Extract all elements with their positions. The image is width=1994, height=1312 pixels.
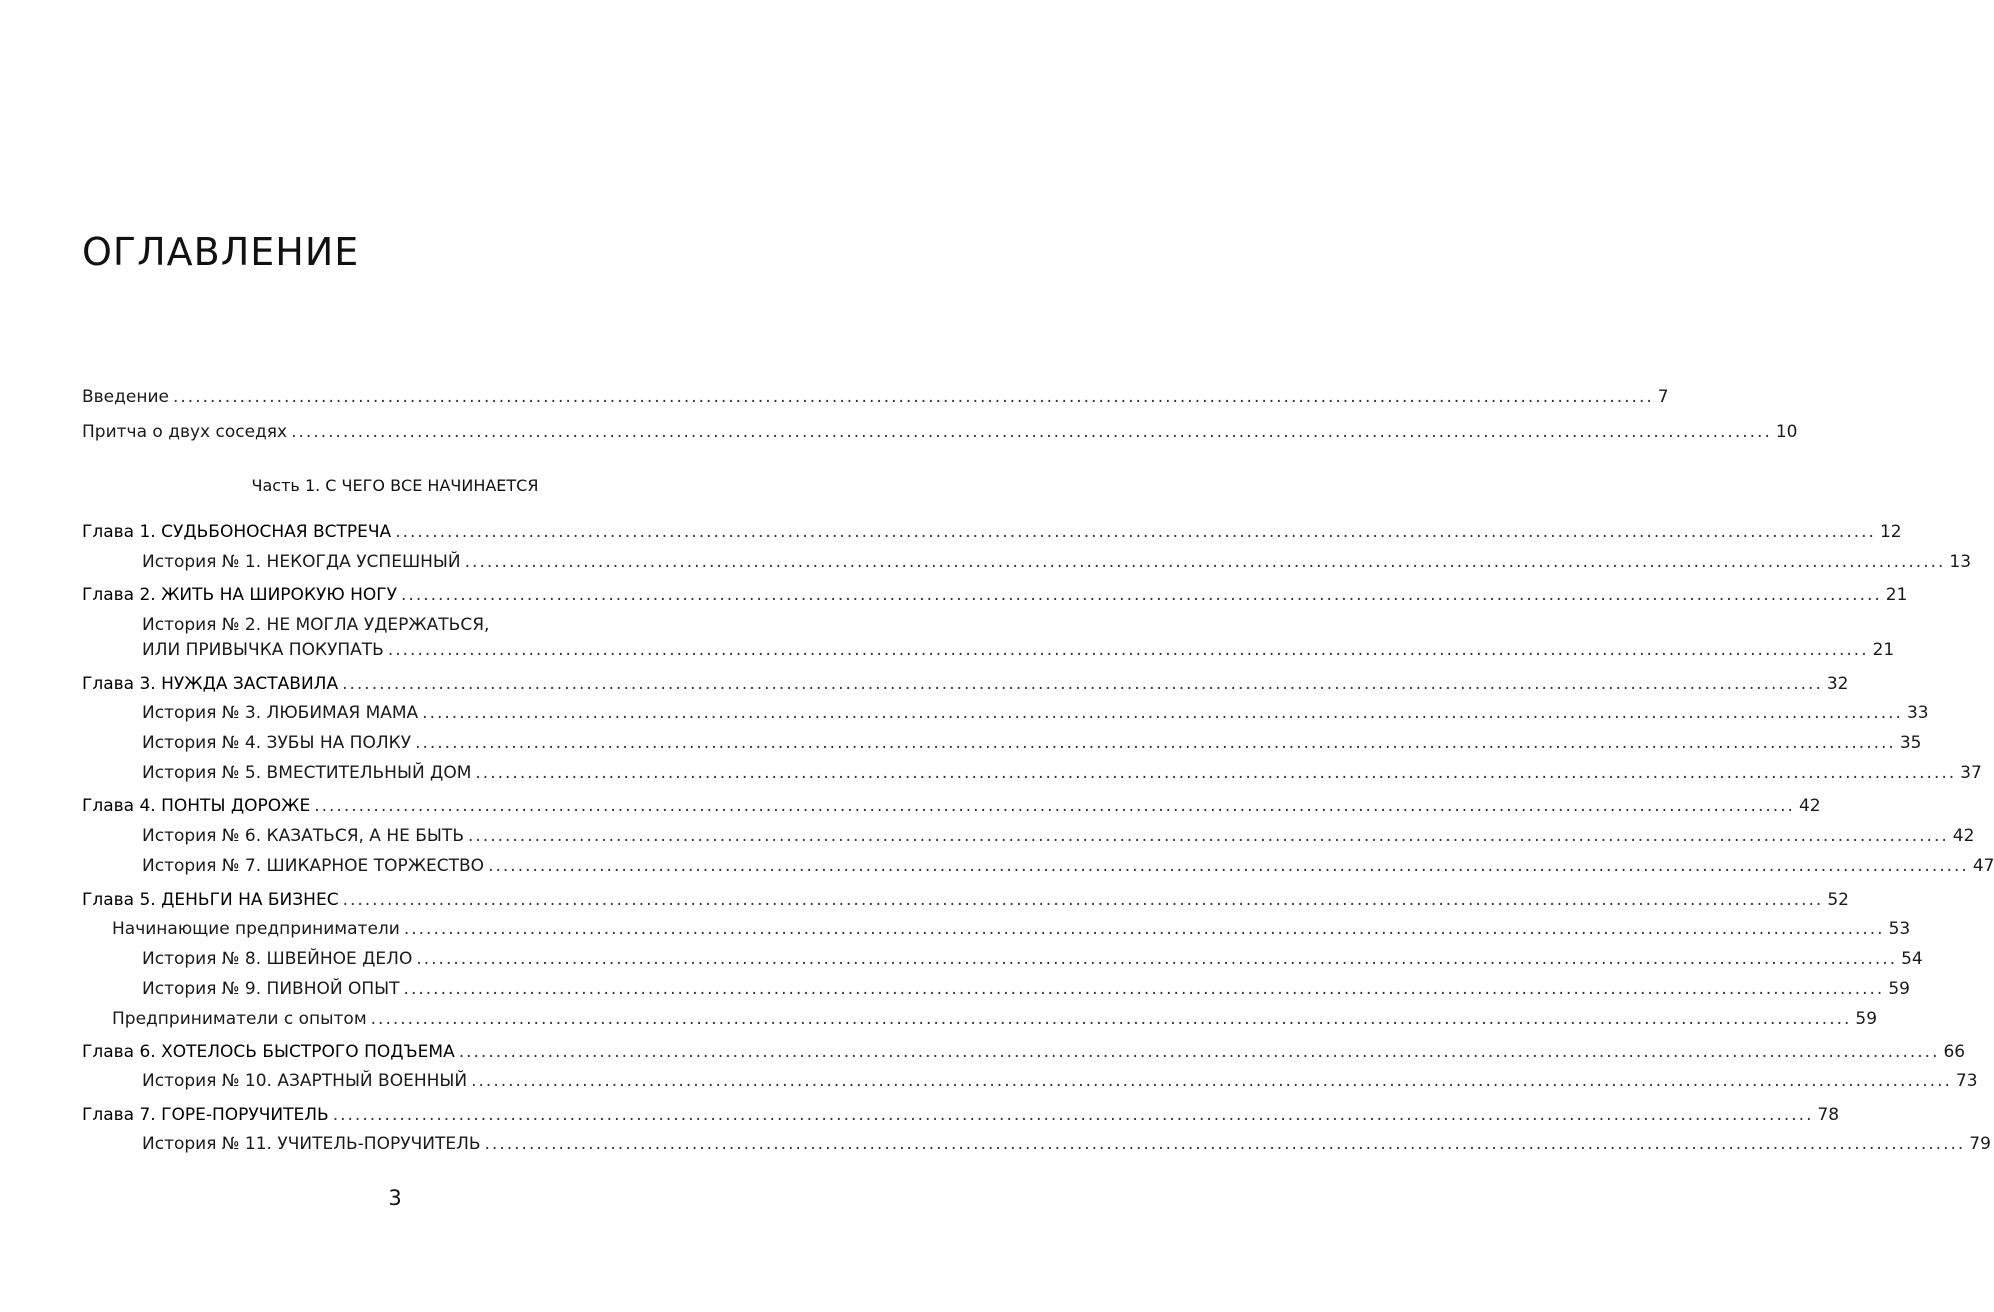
leader-dots: ........................................................................................................................................................................................................ [387, 640, 1869, 660]
leader-dots: ........................................................................................................................................................................................................ [458, 1042, 1940, 1062]
toc-entry-label: Притча о двух соседях [82, 422, 288, 442]
toc-entry-page: 10 [1775, 422, 1798, 442]
toc-story[interactable] [142, 825, 1975, 847]
toc-story[interactable] [142, 762, 1982, 784]
toc-entry-page: 21 [1885, 585, 1908, 605]
toc-entry-label: Глава 3. НУЖДА ЗАСТАВИЛА [82, 674, 339, 694]
leader-dots: ........................................................................................................................................................................................................ [488, 856, 1969, 876]
toc-entry-page: 33 [1906, 703, 1929, 723]
toc-entry-label: Глава 1. СУДЬБОНОСНАЯ ВСТРЕЧА [82, 522, 392, 542]
toc-entry-label: История № 4. ЗУБЫ НА ПОЛКУ [142, 733, 412, 753]
toc-story[interactable] [142, 551, 1972, 573]
toc-entry-page: 12 [1879, 522, 1902, 542]
leader-dots: ........................................................................................................................................................................................................ [403, 919, 1885, 939]
toc-entry-label: Глава 2. ЖИТЬ НА ШИРОКУЮ НОГУ [82, 585, 398, 605]
leader-dots: ........................................................................................................................................................................................................ [415, 733, 1896, 753]
toc-entry-label: ИЛИ ПРИВЫЧКА ПОКУПАТЬ [142, 640, 384, 660]
toc-chapter[interactable] [82, 521, 1902, 543]
leader-dots: ........................................................................................................................................................................................................ [475, 763, 1957, 783]
toc-entry-label: История № 11. УЧИТЕЛЬ-ПОРУЧИТЕЛЬ [142, 1134, 481, 1154]
toc-story[interactable] [142, 639, 1895, 661]
toc-entry-label: Предприниматели с опытом [112, 1009, 367, 1029]
leader-dots: ........................................................................................................................................................................................................ [314, 796, 1795, 816]
toc-entry-page: 35 [1899, 733, 1922, 753]
toc-chapter[interactable] [82, 584, 1908, 606]
leader-dots: ........................................................................................................................................................................................................ [467, 826, 1949, 846]
toc-entry-page: 13 [1949, 552, 1972, 572]
toc-entry-page: 32 [1826, 674, 1849, 694]
leader-dots: ........................................................................................................................................................................................................ [370, 1009, 1852, 1029]
toc-entry-page: 42 [1798, 796, 1821, 816]
toc-story[interactable] [142, 855, 1994, 877]
leader-dots: ........................................................................................................................................................................................................ [484, 1134, 1966, 1154]
leader-dots: ........................................................................................................................................................................................................ [332, 1105, 1814, 1125]
leader-dots: ........................................................................................................................................................................................................ [395, 522, 1876, 542]
toc-story[interactable] [142, 1133, 1991, 1155]
toc-chapter[interactable] [82, 889, 1849, 911]
toc-entry-label: Глава 6. ХОТЕЛОСЬ БЫСТРОГО ПОДЪЕМА [82, 1042, 455, 1062]
leader-dots: ........................................................................................................................................................................................................ [464, 552, 1946, 572]
leader-dots: ........................................................................................................................................................................................................ [342, 890, 1824, 910]
toc-entry-label: История № 6. КАЗАТЬСЯ, А НЕ БЫТЬ [142, 826, 464, 846]
leader-dots: ........................................................................................................................................................................................................ [172, 387, 1654, 407]
toc-entry-page: 21 [1872, 640, 1895, 660]
toc-section[interactable] [112, 1008, 1878, 1030]
leader-dots: ........................................................................................................................................................................................................ [422, 703, 1903, 723]
toc-section[interactable] [112, 918, 1911, 940]
leader-dots: ........................................................................................................................................................................................................ [342, 674, 1823, 694]
toc-entry-label: История № 5. ВМЕСТИТЕЛЬНЫЙ ДОМ [142, 763, 472, 783]
toc-entry-label: Глава 5. ДЕНЬГИ НА БИЗНЕС [82, 890, 339, 910]
toc-entry-page: 53 [1888, 919, 1911, 939]
toc-entry-intro[interactable] [82, 386, 1669, 408]
toc-entry-label: История № 10. АЗАРТНЫЙ ВОЕННЫЙ [142, 1071, 468, 1091]
toc-story[interactable] [142, 978, 1910, 1000]
page-title: ОГЛАВЛЕНИЕ [82, 230, 360, 274]
leader-dots: ........................................................................................................................................................................................................ [291, 422, 1772, 442]
toc-chapter[interactable] [82, 795, 1821, 817]
toc-entry-page: 52 [1827, 890, 1849, 910]
toc-entry-label: История № 3. ЛЮБИМАЯ МАМА [142, 703, 419, 723]
toc-entry-page: 37 [1960, 763, 1982, 783]
page-number: 3 [388, 1186, 402, 1210]
toc-entry-page: 79 [1969, 1134, 1991, 1154]
toc-entry-parable[interactable] [82, 421, 1798, 443]
toc-story[interactable] [142, 1070, 1978, 1092]
leader-dots: ........................................................................................................................................................................................................ [401, 585, 1882, 605]
leader-dots: ........................................................................................................................................................................................................ [403, 979, 1885, 999]
toc-entry-label: Начинающие предприниматели [112, 919, 400, 939]
toc-entry-page: 73 [1955, 1071, 1978, 1091]
toc-entry-page: 78 [1817, 1105, 1840, 1125]
toc-entry-page: 66 [1943, 1042, 1966, 1062]
toc-entry-label: Глава 7. ГОРЕ-ПОРУЧИТЕЛЬ [82, 1105, 329, 1125]
toc-entry-page: 54 [1901, 949, 1923, 969]
toc-chapter[interactable] [82, 1041, 1966, 1063]
toc-entry-label: История № 7. ШИКАРНОЕ ТОРЖЕСТВО [142, 856, 485, 876]
toc-chapter[interactable] [82, 1104, 1840, 1126]
toc-story-first-line[interactable]: История № 2. НЕ МОГЛА УДЕРЖАТЬСЯ, [142, 615, 490, 635]
toc-entry-page: 47 [1972, 856, 1994, 876]
toc-entry-page: 59 [1888, 979, 1910, 999]
toc-entry-page: 59 [1855, 1009, 1878, 1029]
part-heading: Часть 1. С ЧЕГО ВСЕ НАЧИНАЕТСЯ [251, 476, 539, 495]
toc-entry-page: 7 [1657, 387, 1669, 407]
toc-story[interactable] [142, 948, 1923, 970]
toc-entry-label: Введение [82, 387, 169, 407]
toc-entry-label: История № 1. НЕКОГДА УСПЕШНЫЙ [142, 552, 461, 572]
toc-entry-page: 42 [1952, 826, 1975, 846]
toc-entry-label: История № 8. ШВЕЙНОЕ ДЕЛО [142, 949, 413, 969]
toc-entry-label: Глава 4. ПОНТЫ ДОРОЖЕ [82, 796, 311, 816]
leader-dots: ........................................................................................................................................................................................................ [416, 949, 1898, 969]
toc-entry-label: История № 9. ПИВНОЙ ОПЫТ [142, 979, 400, 999]
toc-story[interactable] [142, 732, 1922, 754]
toc-chapter[interactable] [82, 673, 1849, 695]
leader-dots: ........................................................................................................................................................................................................ [471, 1071, 1952, 1091]
toc-story[interactable] [142, 702, 1929, 724]
